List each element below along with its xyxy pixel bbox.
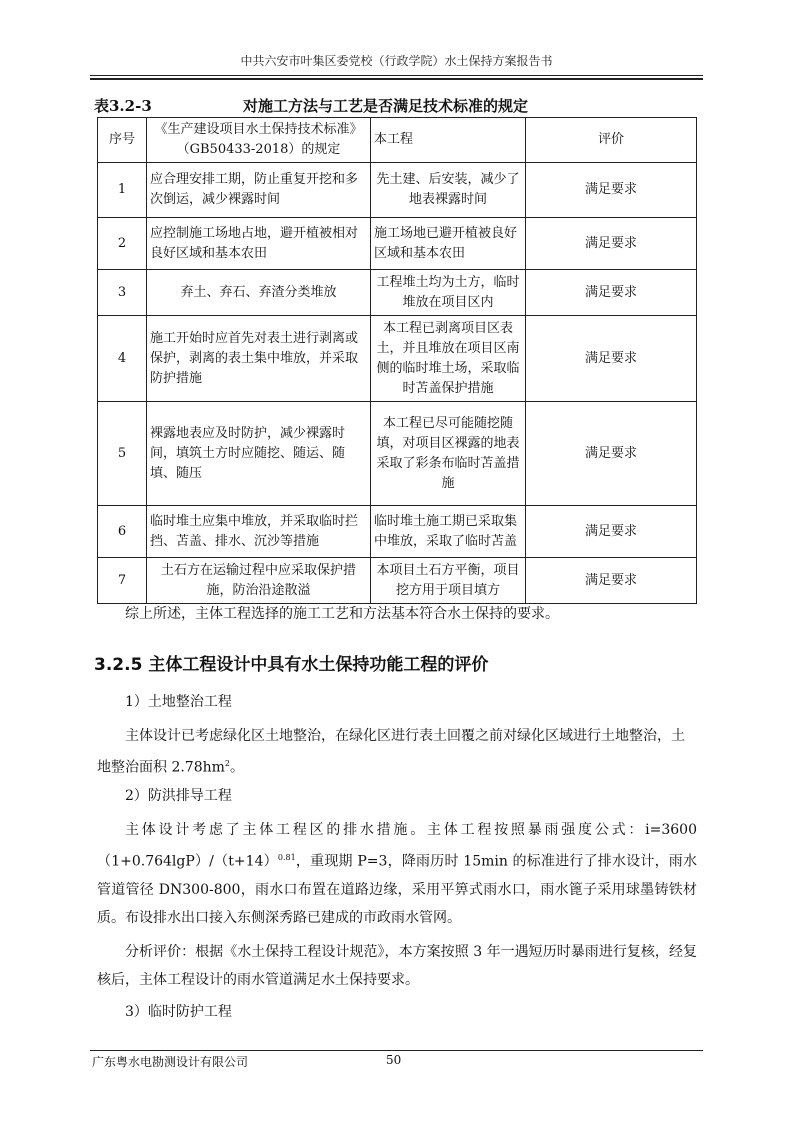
footer-company: 广东粤水电勘测设计有限公司 xyxy=(92,1055,249,1069)
item2-text-b: ，重现期 P=3，降雨历时 15min 的标准进行了排水设计，雨水管道管径 DN300-800，雨水口布置在道路边缘，采用平箅式雨水口，雨水篦子采用球墨铸铁材质。布设排水出口接入东侧深秀路已建成的市政雨水管网。 xyxy=(97,853,697,926)
row-project: 临时堆土施工期已采取集中堆放，采取了临时苫盖 xyxy=(371,506,526,558)
section-heading: 3.2.5 主体工程设计中具有水土保持功能工程的评价 xyxy=(94,655,489,675)
table-title: 对施工方法与工艺是否满足技术标准的规定 xyxy=(243,97,529,115)
table-row xyxy=(98,506,697,558)
header-standard xyxy=(147,118,371,163)
table-row xyxy=(98,270,697,316)
header-eval: 评价 xyxy=(526,118,697,163)
standards-table xyxy=(97,117,697,604)
row-eval: 满足要求 xyxy=(526,316,697,402)
row-standard: 土石方在运输过程中应采取保护措施，防治沿途散溢 xyxy=(147,558,371,604)
header-standard-line1: 《生产建设项目水土保持技术标准》 xyxy=(154,122,363,137)
row-standard: 裸露地表应及时防护，减少裸露时间，填筑土方时应随挖、随运、随填、随压 xyxy=(147,402,371,506)
row-project: 工程堆土均为土方，临时堆放在项目区内 xyxy=(371,270,526,316)
header-rule xyxy=(90,75,703,76)
row-project: 先土建、后安装，减少了地表裸露时间 xyxy=(371,163,526,218)
table-row xyxy=(98,402,697,506)
item2-text-a: 主体设计考虑了主体工程区的排水措施。主体工程按照暴雨强度公式：i=3600（1+0.764lgP）/（t+14） xyxy=(97,822,697,870)
item1-paragraph xyxy=(97,722,697,782)
item2-paragraph xyxy=(97,816,697,932)
summary-paragraph: 综上所述，主体工程选择的施工工艺和方法基本符合水土保持的要求。 xyxy=(125,606,559,622)
row-no: 1 xyxy=(98,163,147,218)
row-standard: 临时堆土应集中堆放，并采取临时拦挡、苫盖、排水、沉沙等措施 xyxy=(147,506,371,558)
row-no: 4 xyxy=(98,316,147,402)
row-no: 5 xyxy=(98,402,147,506)
table-row xyxy=(98,316,697,402)
item2-heading: 2）防洪排导工程 xyxy=(125,788,232,804)
row-eval: 满足要求 xyxy=(526,270,697,316)
table-row xyxy=(98,163,697,218)
running-header: 中共六安市叶集区委党校（行政学院）水土保持方案报告书 xyxy=(240,54,553,68)
table-row xyxy=(98,558,697,604)
row-project: 本工程已剥离项目区表土，并且堆放在项目区南侧的临时堆土场，采取临时苫盖保护措施 xyxy=(371,316,526,402)
row-standard: 弃土、弃石、弃渣分类堆放 xyxy=(147,270,371,316)
row-no: 2 xyxy=(98,218,147,270)
item1-text: 主体设计已考虑绿化区土地整治，在绿化区进行表土回覆之前对绿化区域进行土地整治，土地整治面积 2.78hm xyxy=(97,728,685,776)
row-project: 施工场地已避开植被良好区域和基本农田 xyxy=(371,218,526,270)
row-standard: 应合理安排工期，防止重复开挖和多次倒运，减少裸露时间 xyxy=(147,163,371,218)
row-project: 本项目土石方平衡，项目挖方用于项目填方 xyxy=(371,558,526,604)
page-number: 50 xyxy=(386,1053,402,1067)
row-no: 3 xyxy=(98,270,147,316)
row-eval: 满足要求 xyxy=(526,506,697,558)
table-row xyxy=(98,218,697,270)
row-project: 本工程已尽可能随挖随填，对项目区裸露的地表采取了彩条布临时苫盖措施 xyxy=(371,402,526,506)
header-no: 序号 xyxy=(98,118,147,163)
item1-superscript: 2 xyxy=(224,759,231,768)
item3-heading: 3）临时防护工程 xyxy=(125,1004,232,1020)
footer-rule xyxy=(90,1050,703,1051)
table-header-row xyxy=(98,118,697,163)
item2-superscript: 0.81 xyxy=(277,853,296,862)
row-no: 7 xyxy=(98,558,147,604)
row-no: 6 xyxy=(98,506,147,558)
item1-end: 。 xyxy=(230,759,245,776)
row-eval: 满足要求 xyxy=(526,163,697,218)
row-eval: 满足要求 xyxy=(526,218,697,270)
item2-analysis: 分析评价：根据《水土保持工程设计规范》，本方案按照 3 年一遇短历时暴雨进行复核，经复核后，主体工程设计的雨水管道满足水土保持要求。 xyxy=(97,944,697,988)
header-project: 本工程 xyxy=(371,118,526,163)
row-standard: 应控制施工场地占地，避开植被相对良好区域和基本农田 xyxy=(147,218,371,270)
header-rule-thick xyxy=(90,78,703,80)
row-standard: 施工开始时应首先对表土进行剥离或保护，剥离的表土集中堆放，并采取防护措施 xyxy=(147,316,371,402)
row-eval: 满足要求 xyxy=(526,558,697,604)
item1-heading: 1）土地整治工程 xyxy=(125,694,232,710)
table-number: 表3.2-3 xyxy=(94,97,152,115)
header-standard-line2: （GB50433-2018）的规定 xyxy=(176,142,341,157)
row-eval: 满足要求 xyxy=(526,402,697,506)
